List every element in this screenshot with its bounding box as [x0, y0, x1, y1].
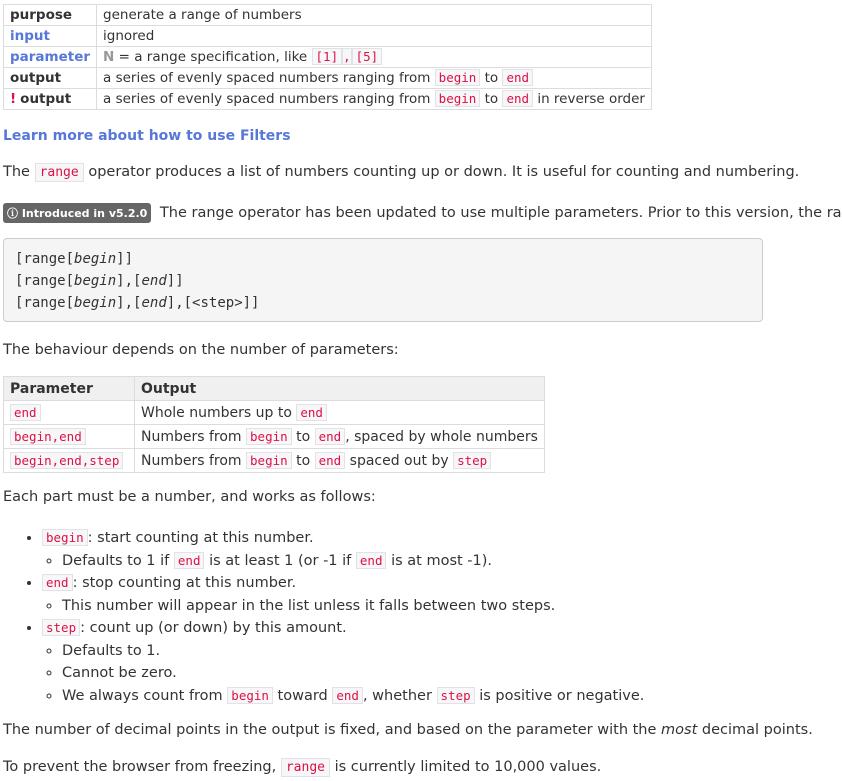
summary-table [3, 4, 652, 110]
param-cell: end [4, 401, 135, 425]
table-row [4, 401, 545, 425]
param-cell: begin,end [4, 425, 135, 449]
summary-row-output [4, 68, 652, 89]
output-reverse-begin-code: begin [435, 90, 481, 107]
output-begin-code: begin [435, 69, 481, 86]
behaviour-paragraph: The behaviour depends on the number of parameters: [3, 342, 399, 358]
step-sublist [42, 640, 644, 708]
intro-range-code: range [35, 163, 84, 182]
output-value: a series of evenly spaced numbers ranging from begin to end [97, 68, 652, 89]
output-reverse-end-code: end [502, 90, 533, 107]
list-item: ◦ We always count from begin toward end , whether step is positive or negative. [62, 685, 644, 708]
output-reverse-value: a series of evenly spaced numbers ranging from begin to end in reverse order [97, 89, 652, 110]
parameter-example-2: [5] [352, 48, 383, 65]
summary-row-parameter [4, 47, 652, 68]
syntax-line-1: [range[begin]] [15, 251, 134, 267]
parts-intro-paragraph: Each part must be a number, and works as follows: [3, 489, 376, 505]
output-cell: Whole numbers up to end [135, 401, 545, 425]
syntax-line-2: [range[begin],[end]] [15, 273, 184, 289]
freeze-paragraph: To prevent the browser from freezing, range is currently limited to 10,000 values. [3, 759, 602, 775]
parameters-header-row [4, 377, 545, 401]
parameter-example-1: [1] [312, 48, 343, 65]
output-end-code: end [502, 69, 533, 86]
begin-sublist [42, 550, 644, 573]
table-row [4, 425, 545, 449]
intro-paragraph: The range operator produces a list of numbers counting up or down. It is useful for counting and numbering. [3, 164, 800, 180]
summary-row-purpose [4, 5, 652, 26]
parameter-value: N = a range specification, like [1] , [5] [97, 47, 652, 68]
output-cell: Numbers from begin to end spaced out by step [135, 449, 545, 473]
output-label: output [4, 68, 97, 89]
output-reverse-label: ! output [4, 89, 97, 110]
decimal-paragraph: The number of decimal points in the output is fixed, and based on the parameter with the most decimal points. [3, 722, 813, 738]
table-row [4, 449, 545, 473]
parameter-hint: N [103, 49, 115, 65]
parts-list [22, 527, 644, 707]
output-cell: Numbers from begin to end , spaced by whole numbers [135, 425, 545, 449]
purpose-label: purpose [4, 5, 97, 26]
list-item: ◦ Defaults to 1. [62, 640, 644, 663]
syntax-line-3: [range[begin],[end],[<step>]] [15, 295, 260, 311]
learn-more-wrapper [3, 128, 291, 144]
parameter-label[interactable]: parameter [4, 47, 97, 68]
parameter-column-header: Parameter [4, 377, 135, 401]
end-sublist [42, 595, 644, 618]
input-value: ignored [97, 26, 652, 47]
parameters-table [3, 376, 545, 473]
list-item: ◦ Defaults to 1 if end is at least 1 (or -1 if end is at most -1). [62, 550, 644, 573]
list-item: ◦ Cannot be zero. [62, 662, 644, 685]
list-item-end: • end : stop counting at this number. ◦ This number will appear in the list unless it falls between two steps. [42, 572, 644, 617]
introduced-paragraph: ⓘ Introduced in v5.2.0 The range operator has been updated to use multiple parameters. Prior to this version, the ra [3, 203, 842, 223]
reverse-flag-icon: ! [10, 91, 17, 107]
summary-row-output-reverse [4, 89, 652, 110]
summary-row-input [4, 26, 652, 47]
freeze-range-code: range [281, 758, 330, 777]
param-cell: begin,end,step [4, 449, 135, 473]
input-label[interactable]: input [4, 26, 97, 47]
parameter-example-sep: , [343, 49, 351, 64]
learn-more-link[interactable]: Learn more about how to use Filters [3, 128, 291, 144]
output-column-header: Output [135, 377, 545, 401]
syntax-block [3, 238, 763, 322]
list-item-step: • step : count up (or down) by this amount. ◦ Defaults to 1. ◦ Cannot be zero. ◦ We always count from begin toward end , whether step is positive or negative. [42, 617, 644, 707]
list-item-begin: • begin : start counting at this number. ◦ Defaults to 1 if end is at least 1 (or -1 if end is at most -1). [42, 527, 644, 572]
list-item: ◦ This number will appear in the list unless it falls between two steps. [62, 595, 644, 618]
introduced-badge[interactable]: ⓘ Introduced in v5.2.0 [3, 203, 151, 223]
purpose-value: generate a range of numbers [97, 5, 652, 26]
